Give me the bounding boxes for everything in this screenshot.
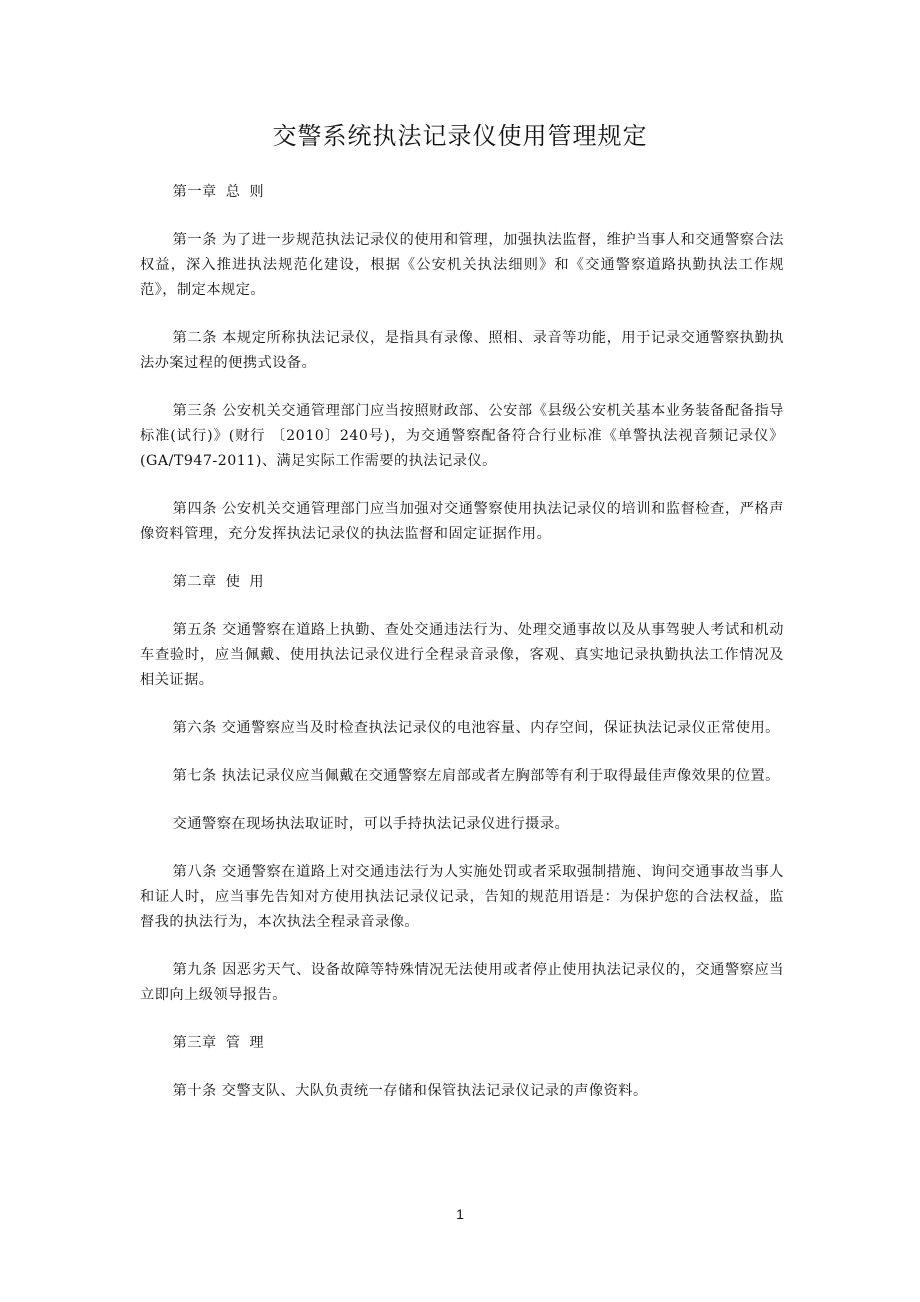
article-paragraph: 第九条 因恶劣天气、设备故障等特殊情况无法使用或者停止使用执法记录仪的，交通警察应当立即向上级领导报告。 bbox=[140, 962, 784, 1003]
article-paragraph: 第七条 执法记录仪应当佩戴在交通警察左肩部或者左胸部等有利于取得最佳声像效果的位置。 bbox=[172, 768, 780, 784]
article-paragraph: 第十条 交警支队、大队负责统一存储和保管执法记录仪记录的声像资料。 bbox=[172, 1083, 648, 1099]
page-number: 1 bbox=[456, 1206, 464, 1222]
article-paragraph: 第四条 公安机关交通管理部门应当加强对交通警察使用执法记录仪的培训和监督检查，严格声像资料管理，充分发挥执法记录仪的执法监督和固定证据作用。 bbox=[140, 501, 784, 542]
article-paragraph: 第一条 为了进一步规范执法记录仪的使用和管理，加强执法监督，维护当事人和交通警察合法权益，深入推进执法规范化建设，根据《公安机关执法细则》和《交通警察道路执勤执法工作规范》，制定本规定。 bbox=[140, 232, 784, 298]
document-body bbox=[140, 180, 784, 1104]
article-paragraph: 交通警察在现场执法取证时，可以手持执法记录仪进行摄录。 bbox=[172, 816, 570, 832]
article-paragraph: 第六条 交通警察应当及时检查执法记录仪的电池容量、内存空间，保证执法记录仪正常使用。 bbox=[172, 720, 780, 736]
article-paragraph: 第五条 交通警察在道路上执勤、查处交通违法行为、处理交通事故以及从事驾驶人考试和机动车查验时，应当佩戴、使用执法记录仪进行全程录音录像，客观、真实地记录执勤执法工作情况及相关证据。 bbox=[140, 622, 784, 688]
article-paragraph: 第二条 本规定所称执法记录仪，是指具有录像、照相、录音等功能，用于记录交通警察执勤执法办案过程的便携式设备。 bbox=[140, 330, 784, 371]
document-title: 交警系统执法记录仪使用管理规定 bbox=[272, 122, 648, 150]
chapter-heading: 第二章 使 用 bbox=[172, 574, 265, 590]
article-paragraph: 第三条 公安机关交通管理部门应当按照财政部、公安部《县级公安机关基本业务装备配备指导标准(试行)》(财行 〔2010〕240号)，为交通警察配备符合行业标准《单警执法视音频记录仪》(GA/T947-2011)、满足实际工作需要的执法记录仪。 bbox=[140, 403, 784, 469]
chapter-heading: 第一章 总 则 bbox=[172, 184, 265, 200]
article-paragraph: 第八条 交通警察在道路上对交通违法行为人实施处罚或者采取强制措施、询问交通事故当事人和证人时，应当事先告知对方使用执法记录仪记录，告知的规范用语是：为保护您的合法权益，监督我的执法行为，本次执法全程录音录像。 bbox=[140, 864, 784, 930]
chapter-heading: 第三章 管 理 bbox=[172, 1035, 265, 1051]
